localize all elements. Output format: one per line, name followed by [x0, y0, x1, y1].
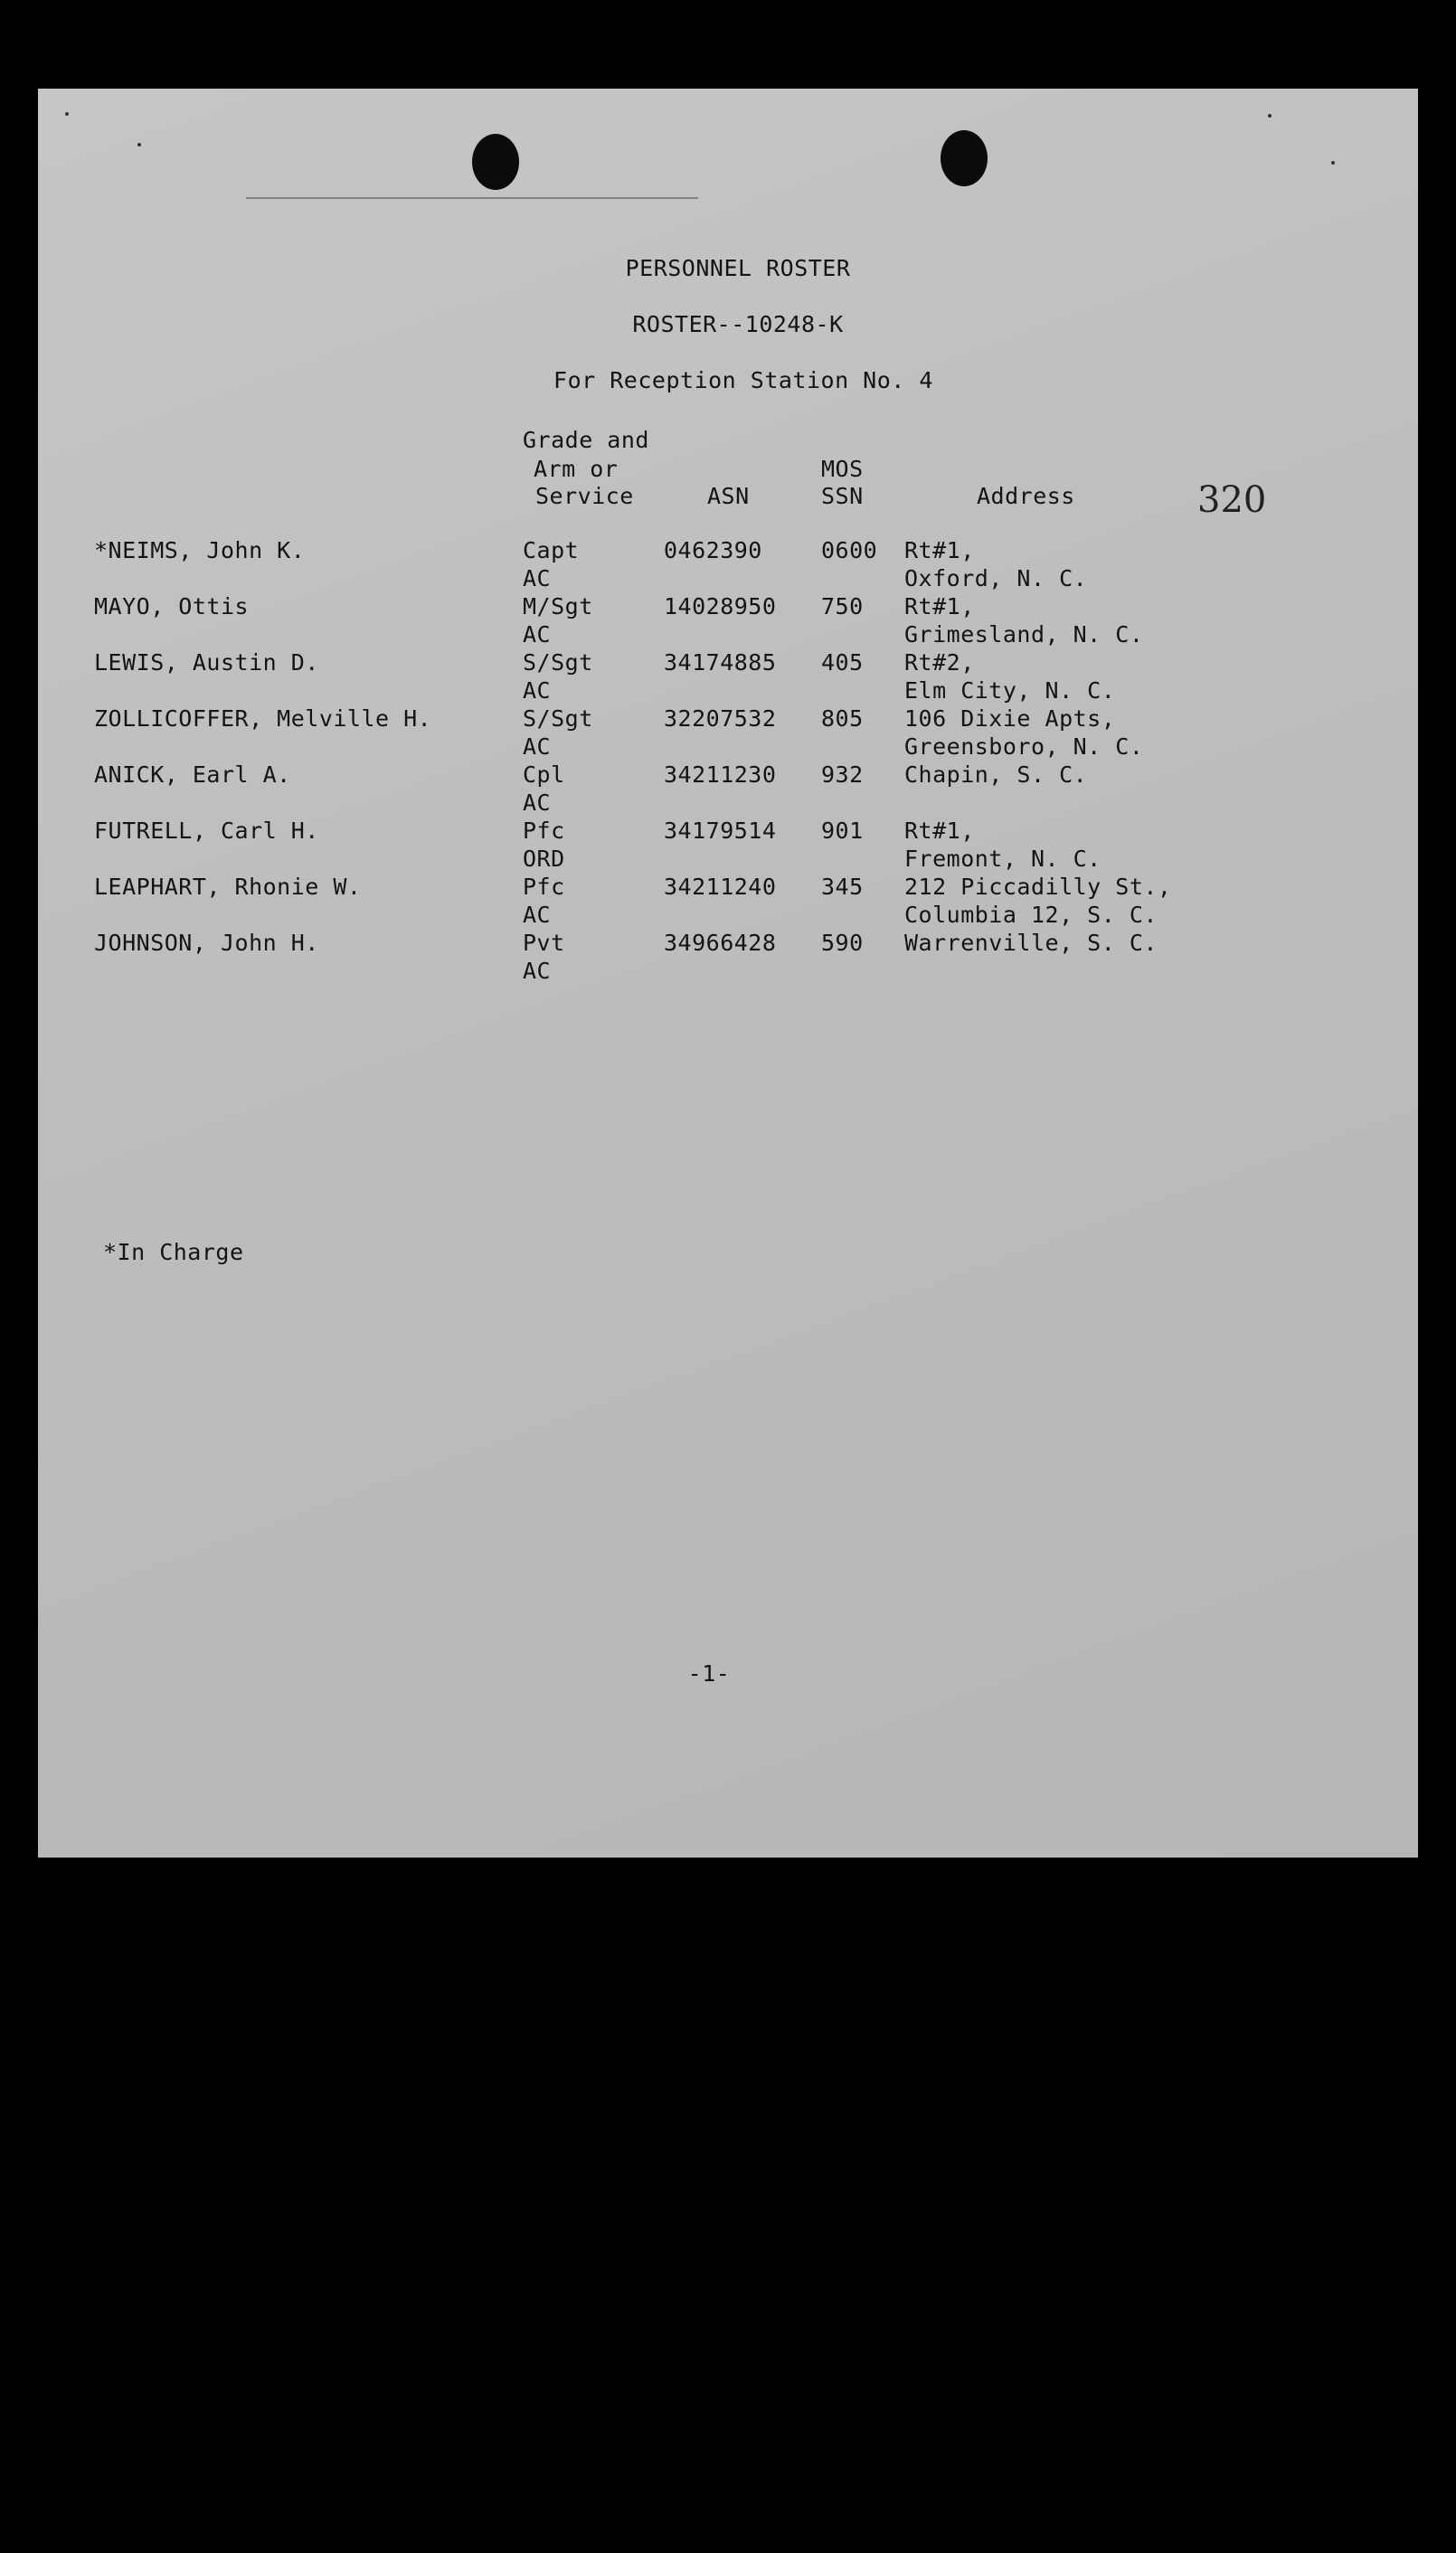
page-stamp-number: 320: [1197, 479, 1267, 521]
row-arm: AC: [523, 621, 552, 648]
row-address-line1: Rt#1,: [904, 593, 975, 619]
row-address-line2: Oxford, N. C.: [904, 565, 1088, 591]
row-address-line2: Grimesland, N. C.: [904, 621, 1144, 648]
row-arm: AC: [523, 902, 552, 928]
row-name: JOHNSON, John H.: [94, 930, 319, 956]
row-asn: 34179514: [664, 818, 777, 844]
row-address-line1: 106 Dixie Apts,: [904, 705, 1116, 732]
row-address-line1: Rt#2,: [904, 649, 975, 676]
row-ssn: 0600: [821, 537, 878, 563]
row-address-line2: Elm City, N. C.: [904, 677, 1116, 704]
col-header-ssn: SSN: [821, 483, 864, 509]
speck: [1331, 161, 1335, 165]
row-address-line2: Fremont, N. C.: [904, 846, 1101, 872]
row-ssn: 932: [821, 761, 864, 788]
page-number: -1-: [687, 1660, 731, 1687]
row-grade: M/Sgt: [523, 593, 593, 619]
row-ssn: 405: [821, 649, 864, 676]
row-asn: 0462390: [664, 537, 762, 563]
row-address-line2: Greensboro, N. C.: [904, 733, 1144, 760]
row-arm: AC: [523, 958, 552, 984]
row-grade: Pfc: [523, 818, 565, 844]
row-grade: Pvt: [523, 930, 565, 956]
col-header-mos: MOS: [821, 456, 864, 482]
row-arm: AC: [523, 677, 552, 704]
col-header-grade-3: Service: [535, 483, 634, 509]
row-ssn: 805: [821, 705, 864, 732]
row-arm: ORD: [523, 846, 565, 872]
row-grade: Pfc: [523, 874, 565, 900]
col-header-grade-2: Arm or: [534, 456, 619, 482]
row-asn: 34966428: [664, 930, 777, 956]
row-address-line1: Rt#1,: [904, 818, 975, 844]
row-grade: S/Sgt: [523, 649, 593, 676]
footnote: *In Charge: [103, 1239, 244, 1265]
roster-subtitle: For Reception Station No. 4: [553, 367, 933, 393]
row-ssn: 345: [821, 874, 864, 900]
row-name: FUTRELL, Carl H.: [94, 818, 319, 844]
document-page: [38, 89, 1418, 1858]
punch-hole-left: [472, 134, 519, 190]
col-header-asn: ASN: [707, 483, 750, 509]
row-asn: 34211230: [664, 761, 777, 788]
row-grade: Capt: [523, 537, 580, 563]
row-asn: 32207532: [664, 705, 777, 732]
row-asn: 34211240: [664, 874, 777, 900]
row-grade: S/Sgt: [523, 705, 593, 732]
roster-number: ROSTER--10248-K: [632, 311, 844, 337]
row-name: *NEIMS, John K.: [94, 537, 306, 563]
row-asn: 14028950: [664, 593, 777, 619]
row-arm: AC: [523, 565, 552, 591]
row-asn: 34174885: [664, 649, 777, 676]
col-header-address: Address: [977, 483, 1075, 509]
row-name: LEAPHART, Rhonie W.: [94, 874, 362, 900]
roster-title: PERSONNEL ROSTER: [625, 255, 851, 281]
row-ssn: 590: [821, 930, 864, 956]
row-name: ZOLLICOFFER, Melville H.: [94, 705, 432, 732]
row-name: ANICK, Earl A.: [94, 761, 291, 788]
row-name: MAYO, Ottis: [94, 593, 250, 619]
row-address-line1: Chapin, S. C.: [904, 761, 1088, 788]
smudge-line: [246, 197, 698, 199]
row-grade: Cpl: [523, 761, 565, 788]
col-header-grade-1: Grade and: [523, 427, 649, 453]
row-arm: AC: [523, 790, 552, 816]
punch-hole-right: [941, 130, 988, 186]
row-arm: AC: [523, 733, 552, 760]
row-ssn: 750: [821, 593, 864, 619]
row-name: LEWIS, Austin D.: [94, 649, 319, 676]
row-address-line1: Rt#1,: [904, 537, 975, 563]
speck: [1268, 114, 1272, 118]
row-address-line2: Columbia 12, S. C.: [904, 902, 1158, 928]
speck: [137, 143, 141, 147]
speck: [65, 112, 69, 116]
row-ssn: 901: [821, 818, 864, 844]
row-address-line1: 212 Piccadilly St.,: [904, 874, 1172, 900]
row-address-line1: Warrenville, S. C.: [904, 930, 1158, 956]
